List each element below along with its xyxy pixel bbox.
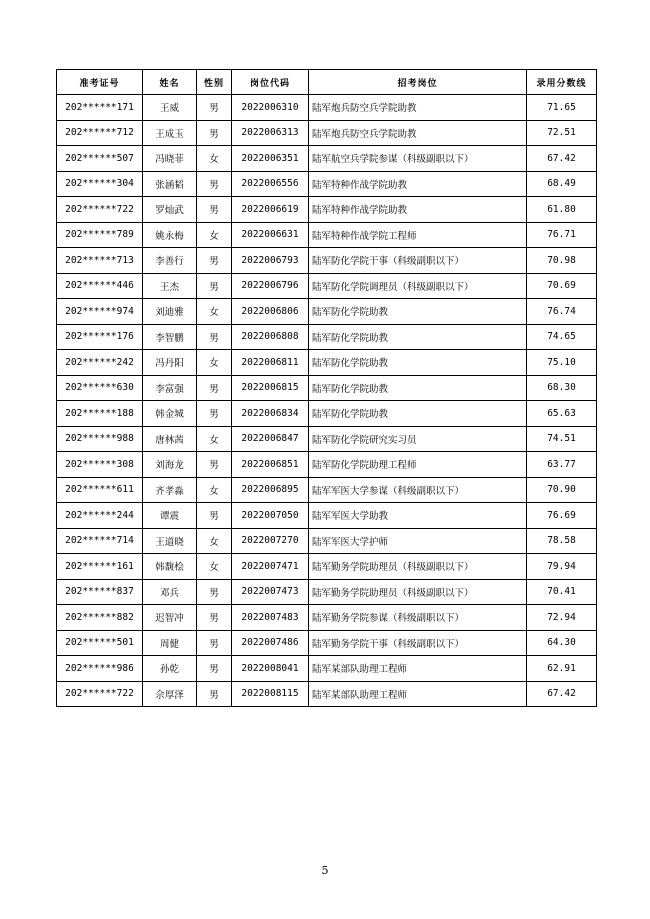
table-row xyxy=(57,605,597,631)
score-cell: 72.94 xyxy=(527,605,597,631)
gender-cell: 男 xyxy=(197,681,232,707)
name-cell: 孙乾 xyxy=(143,656,197,682)
position-code-cell: 2022007050 xyxy=(232,503,309,529)
exam-id-cell: 202******501 xyxy=(57,630,143,656)
exam-id-cell: 202******882 xyxy=(57,605,143,631)
position-cell: 陆军特种作战学院助教 xyxy=(309,171,527,197)
name-cell: 齐孝淼 xyxy=(143,477,197,503)
table-row xyxy=(57,171,597,197)
position-code-cell: 2022006851 xyxy=(232,452,309,478)
position-code-cell: 2022006556 xyxy=(232,171,309,197)
position-cell: 陆军防化学院助教 xyxy=(309,350,527,376)
header-exam-id: 准考证号 xyxy=(57,70,143,95)
position-cell: 陆军防化学院助教 xyxy=(309,324,527,350)
table-row xyxy=(57,477,597,503)
exam-id-cell: 202******986 xyxy=(57,656,143,682)
name-cell: 周健 xyxy=(143,630,197,656)
table-body xyxy=(57,95,597,707)
gender-cell: 男 xyxy=(197,324,232,350)
name-cell: 罗灿武 xyxy=(143,197,197,223)
position-code-cell: 2022006811 xyxy=(232,350,309,376)
score-cell: 70.90 xyxy=(527,477,597,503)
score-cell: 74.51 xyxy=(527,426,597,452)
score-cell: 76.74 xyxy=(527,299,597,325)
position-code-cell: 2022007270 xyxy=(232,528,309,554)
score-cell: 71.65 xyxy=(527,95,597,121)
score-cell: 70.69 xyxy=(527,273,597,299)
exam-id-cell: 202******507 xyxy=(57,146,143,172)
exam-id-cell: 202******244 xyxy=(57,503,143,529)
table-row xyxy=(57,95,597,121)
position-cell: 陆军军医大学参谋（科级副职以下） xyxy=(309,477,527,503)
exam-id-cell: 202******188 xyxy=(57,401,143,427)
position-code-cell: 2022006834 xyxy=(232,401,309,427)
name-cell: 韩馥桧 xyxy=(143,554,197,580)
header-position-code: 岗位代码 xyxy=(232,70,309,95)
table-row xyxy=(57,656,597,682)
gender-cell: 女 xyxy=(197,146,232,172)
gender-cell: 男 xyxy=(197,197,232,223)
gender-cell: 男 xyxy=(197,273,232,299)
exam-id-cell: 202******308 xyxy=(57,452,143,478)
exam-id-cell: 202******304 xyxy=(57,171,143,197)
admission-score-table xyxy=(56,69,597,707)
name-cell: 王威 xyxy=(143,95,197,121)
name-cell: 谭震 xyxy=(143,503,197,529)
exam-id-cell: 202******789 xyxy=(57,222,143,248)
exam-id-cell: 202******722 xyxy=(57,197,143,223)
position-cell: 陆军航空兵学院参谋（科级副职以下） xyxy=(309,146,527,172)
position-code-cell: 2022007471 xyxy=(232,554,309,580)
position-cell: 陆军特种作战学院工程师 xyxy=(309,222,527,248)
table-row xyxy=(57,503,597,529)
exam-id-cell: 202******161 xyxy=(57,554,143,580)
exam-id-cell: 202******712 xyxy=(57,120,143,146)
gender-cell: 女 xyxy=(197,299,232,325)
exam-id-cell: 202******630 xyxy=(57,375,143,401)
score-cell: 78.58 xyxy=(527,528,597,554)
gender-cell: 男 xyxy=(197,579,232,605)
table-row xyxy=(57,299,597,325)
exam-id-cell: 202******713 xyxy=(57,248,143,274)
position-cell: 陆军军医大学助教 xyxy=(309,503,527,529)
exam-id-cell: 202******722 xyxy=(57,681,143,707)
position-cell: 陆军防化学院助教 xyxy=(309,375,527,401)
table-row xyxy=(57,324,597,350)
gender-cell: 男 xyxy=(197,605,232,631)
gender-cell: 男 xyxy=(197,401,232,427)
name-cell: 刘海龙 xyxy=(143,452,197,478)
table-row xyxy=(57,146,597,172)
gender-cell: 女 xyxy=(197,477,232,503)
score-cell: 68.49 xyxy=(527,171,597,197)
position-code-cell: 2022008115 xyxy=(232,681,309,707)
position-cell: 陆军炮兵防空兵学院助教 xyxy=(309,95,527,121)
position-code-cell: 2022006793 xyxy=(232,248,309,274)
position-code-cell: 2022007473 xyxy=(232,579,309,605)
position-cell: 陆军防化学院干事（科级副职以下） xyxy=(309,248,527,274)
gender-cell: 男 xyxy=(197,375,232,401)
table-row xyxy=(57,120,597,146)
score-cell: 63.77 xyxy=(527,452,597,478)
score-cell: 67.42 xyxy=(527,146,597,172)
score-cell: 65.63 xyxy=(527,401,597,427)
table-row xyxy=(57,426,597,452)
gender-cell: 女 xyxy=(197,222,232,248)
exam-id-cell: 202******611 xyxy=(57,477,143,503)
score-cell: 61.80 xyxy=(527,197,597,223)
gender-cell: 男 xyxy=(197,171,232,197)
exam-id-cell: 202******171 xyxy=(57,95,143,121)
position-code-cell: 2022006796 xyxy=(232,273,309,299)
table-row xyxy=(57,197,597,223)
name-cell: 李智鹏 xyxy=(143,324,197,350)
header-score: 录用分数线 xyxy=(527,70,597,95)
name-cell: 王杰 xyxy=(143,273,197,299)
name-cell: 刘迪雅 xyxy=(143,299,197,325)
gender-cell: 男 xyxy=(197,503,232,529)
score-cell: 75.10 xyxy=(527,350,597,376)
position-cell: 陆军勤务学院助理员（科级副职以下） xyxy=(309,579,527,605)
position-cell: 陆军勤务学院助理员（科级副职以下） xyxy=(309,554,527,580)
name-cell: 迟智冲 xyxy=(143,605,197,631)
gender-cell: 男 xyxy=(197,630,232,656)
exam-id-cell: 202******242 xyxy=(57,350,143,376)
table-row xyxy=(57,528,597,554)
position-code-cell: 2022006351 xyxy=(232,146,309,172)
score-cell: 79.94 xyxy=(527,554,597,580)
gender-cell: 男 xyxy=(197,656,232,682)
position-code-cell: 2022006619 xyxy=(232,197,309,223)
header-position: 招考岗位 xyxy=(309,70,527,95)
score-cell: 76.69 xyxy=(527,503,597,529)
table-header-row xyxy=(57,70,597,95)
position-code-cell: 2022006895 xyxy=(232,477,309,503)
table-row xyxy=(57,248,597,274)
position-cell: 陆军防化学院调理员（科级副职以下） xyxy=(309,273,527,299)
score-cell: 70.98 xyxy=(527,248,597,274)
score-cell: 72.51 xyxy=(527,120,597,146)
position-cell: 陆军防化学院助教 xyxy=(309,401,527,427)
position-cell: 陆军勤务学院干事（科级副职以下） xyxy=(309,630,527,656)
page-number: 5 xyxy=(321,864,329,877)
gender-cell: 男 xyxy=(197,452,232,478)
position-code-cell: 2022008041 xyxy=(232,656,309,682)
position-code-cell: 2022006313 xyxy=(232,120,309,146)
name-cell: 冯丹阳 xyxy=(143,350,197,376)
name-cell: 王道晓 xyxy=(143,528,197,554)
name-cell: 张涵韬 xyxy=(143,171,197,197)
gender-cell: 女 xyxy=(197,554,232,580)
table-row xyxy=(57,579,597,605)
table-row xyxy=(57,681,597,707)
table-row xyxy=(57,222,597,248)
score-cell: 67.42 xyxy=(527,681,597,707)
position-cell: 陆军防化学院助教 xyxy=(309,299,527,325)
score-cell: 76.71 xyxy=(527,222,597,248)
name-cell: 邓兵 xyxy=(143,579,197,605)
exam-id-cell: 202******988 xyxy=(57,426,143,452)
table-row xyxy=(57,401,597,427)
position-code-cell: 2022006808 xyxy=(232,324,309,350)
position-code-cell: 2022006631 xyxy=(232,222,309,248)
name-cell: 唐林茜 xyxy=(143,426,197,452)
position-code-cell: 2022007483 xyxy=(232,605,309,631)
name-cell: 姚永梅 xyxy=(143,222,197,248)
exam-id-cell: 202******974 xyxy=(57,299,143,325)
table-row xyxy=(57,452,597,478)
gender-cell: 女 xyxy=(197,528,232,554)
position-cell: 陆军防化学院研究实习员 xyxy=(309,426,527,452)
score-cell: 64.30 xyxy=(527,630,597,656)
position-cell: 陆军特种作战学院助教 xyxy=(309,197,527,223)
name-cell: 佘厚泽 xyxy=(143,681,197,707)
position-cell: 陆军防化学院助理工程师 xyxy=(309,452,527,478)
position-code-cell: 2022006847 xyxy=(232,426,309,452)
name-cell: 韩金城 xyxy=(143,401,197,427)
score-cell: 62.91 xyxy=(527,656,597,682)
exam-id-cell: 202******714 xyxy=(57,528,143,554)
gender-cell: 女 xyxy=(197,426,232,452)
position-code-cell: 2022006806 xyxy=(232,299,309,325)
position-code-cell: 2022006815 xyxy=(232,375,309,401)
position-cell: 陆军勤务学院参谋（科级副职以下） xyxy=(309,605,527,631)
exam-id-cell: 202******446 xyxy=(57,273,143,299)
score-cell: 68.30 xyxy=(527,375,597,401)
name-cell: 王成玉 xyxy=(143,120,197,146)
exam-id-cell: 202******837 xyxy=(57,579,143,605)
gender-cell: 女 xyxy=(197,350,232,376)
table-row xyxy=(57,273,597,299)
table-row xyxy=(57,350,597,376)
gender-cell: 男 xyxy=(197,95,232,121)
position-cell: 陆军某部队助理工程师 xyxy=(309,681,527,707)
name-cell: 冯晓菲 xyxy=(143,146,197,172)
gender-cell: 男 xyxy=(197,120,232,146)
exam-id-cell: 202******176 xyxy=(57,324,143,350)
table-row xyxy=(57,630,597,656)
score-cell: 74.65 xyxy=(527,324,597,350)
header-gender: 性别 xyxy=(197,70,232,95)
header-name: 姓名 xyxy=(143,70,197,95)
name-cell: 李善行 xyxy=(143,248,197,274)
gender-cell: 男 xyxy=(197,248,232,274)
score-cell: 70.41 xyxy=(527,579,597,605)
position-code-cell: 2022006310 xyxy=(232,95,309,121)
position-cell: 陆军军医大学护师 xyxy=(309,528,527,554)
table-row xyxy=(57,554,597,580)
table-row xyxy=(57,375,597,401)
name-cell: 李富强 xyxy=(143,375,197,401)
position-cell: 陆军炮兵防空兵学院助教 xyxy=(309,120,527,146)
position-code-cell: 2022007486 xyxy=(232,630,309,656)
position-cell: 陆军某部队助理工程师 xyxy=(309,656,527,682)
